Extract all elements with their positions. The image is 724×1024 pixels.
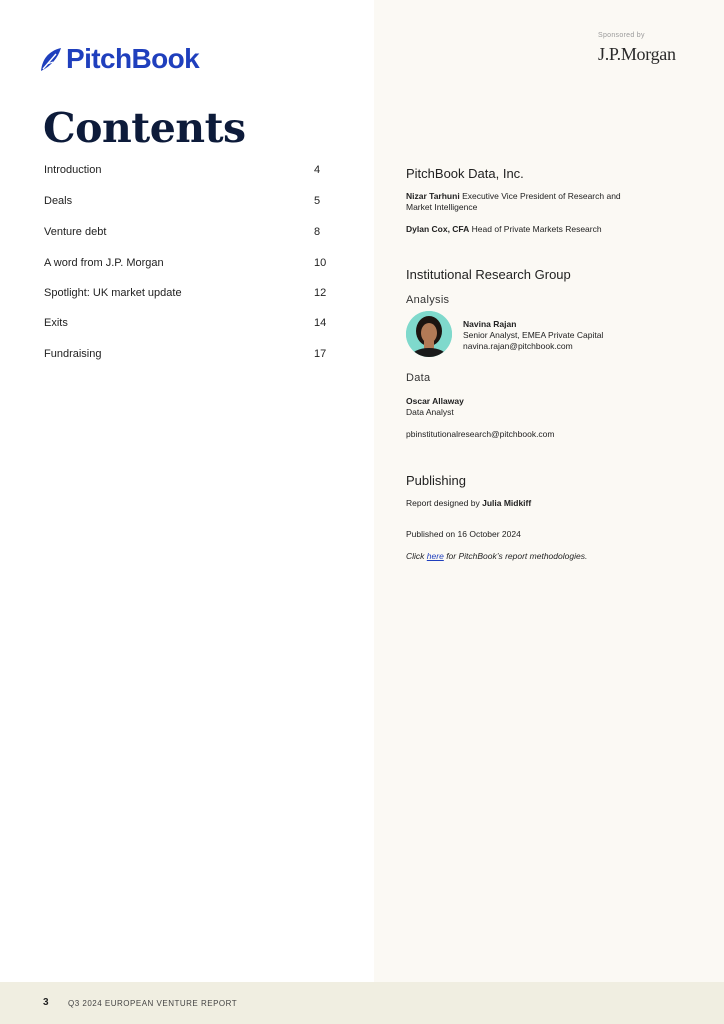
toc-item-label: Deals xyxy=(44,195,73,207)
person-role: Executive Vice President of Research and Market Intelligence xyxy=(406,191,621,212)
analyst-name: Navina Rajan xyxy=(463,319,517,329)
toc-item[interactable] xyxy=(44,226,326,242)
toc-item-label: Introduction xyxy=(44,164,102,176)
group-email[interactable]: pbinstitutionalresearch@pitchbook.com xyxy=(406,429,555,439)
toc-item[interactable] xyxy=(44,195,326,211)
person-entry xyxy=(406,191,628,213)
toc-item-label: Exits xyxy=(44,317,68,329)
pitchbook-logo[interactable] xyxy=(38,43,199,75)
toc-item-page: 5 xyxy=(314,195,321,207)
person-name: Nizar Tarhuni xyxy=(406,191,460,201)
published-date: Published on 16 October 2024 xyxy=(406,529,521,539)
toc-item-page: 4 xyxy=(314,164,321,176)
data-person-name: Oscar Allaway xyxy=(406,396,464,406)
data-person-entry xyxy=(406,396,464,418)
brand-name: PitchBook xyxy=(66,43,200,74)
sponsor-caption: Sponsored by xyxy=(598,32,645,39)
sponsor-logo: J.P.Morgan xyxy=(598,44,676,64)
methodology-prefix: Click xyxy=(406,551,425,561)
person-role: Head of Private Markets Research xyxy=(471,224,602,234)
analyst-entry xyxy=(463,319,603,352)
data-label: Data xyxy=(406,372,431,384)
toc-item-label: Venture debt xyxy=(44,226,107,238)
toc-item-page: 10 xyxy=(314,257,327,269)
methodology-suffix: for PitchBook’s report methodologies. xyxy=(446,551,588,561)
toc-item-label: A word from J.P. Morgan xyxy=(44,257,164,269)
toc-item[interactable] xyxy=(44,317,326,333)
toc-item[interactable] xyxy=(44,257,326,273)
company-heading: PitchBook Data, Inc. xyxy=(406,166,524,181)
toc-item[interactable] xyxy=(44,348,326,364)
analyst-role: Senior Analyst, EMEA Private Capital xyxy=(463,330,604,340)
toc-item-page: 14 xyxy=(314,317,327,329)
toc-item-label: Spotlight: UK market update xyxy=(44,287,182,299)
methodology-link[interactable]: here xyxy=(426,551,444,561)
methodology-note xyxy=(406,551,587,562)
toc-item-label: Fundraising xyxy=(44,348,102,360)
toc-item-page: 17 xyxy=(314,348,327,360)
page-number: 3 xyxy=(43,997,49,1008)
data-person-role: Data Analyst xyxy=(406,407,454,417)
analyst-email[interactable]: navina.rajan@pitchbook.com xyxy=(463,341,573,351)
page-title: Contents xyxy=(43,104,246,152)
toc-item[interactable] xyxy=(44,164,326,180)
toc-item-page: 8 xyxy=(314,226,321,238)
report-title: Q3 2024 EUROPEAN VENTURE REPORT xyxy=(68,999,238,1008)
designer-name: Julia Midkiff xyxy=(482,498,532,508)
publishing-heading: Publishing xyxy=(406,473,466,488)
pitchbook-leaf-icon xyxy=(38,46,63,73)
designer-credit xyxy=(406,498,531,509)
person-entry xyxy=(406,224,646,235)
designer-prefix: Report designed by xyxy=(406,498,480,508)
toc-item[interactable] xyxy=(44,287,326,303)
person-name: Dylan Cox, CFA xyxy=(406,224,470,234)
analyst-avatar xyxy=(406,311,452,357)
toc-item-page: 12 xyxy=(314,287,327,299)
analysis-label: Analysis xyxy=(406,294,450,306)
irg-heading: Institutional Research Group xyxy=(406,267,571,282)
credits-panel xyxy=(374,0,724,982)
